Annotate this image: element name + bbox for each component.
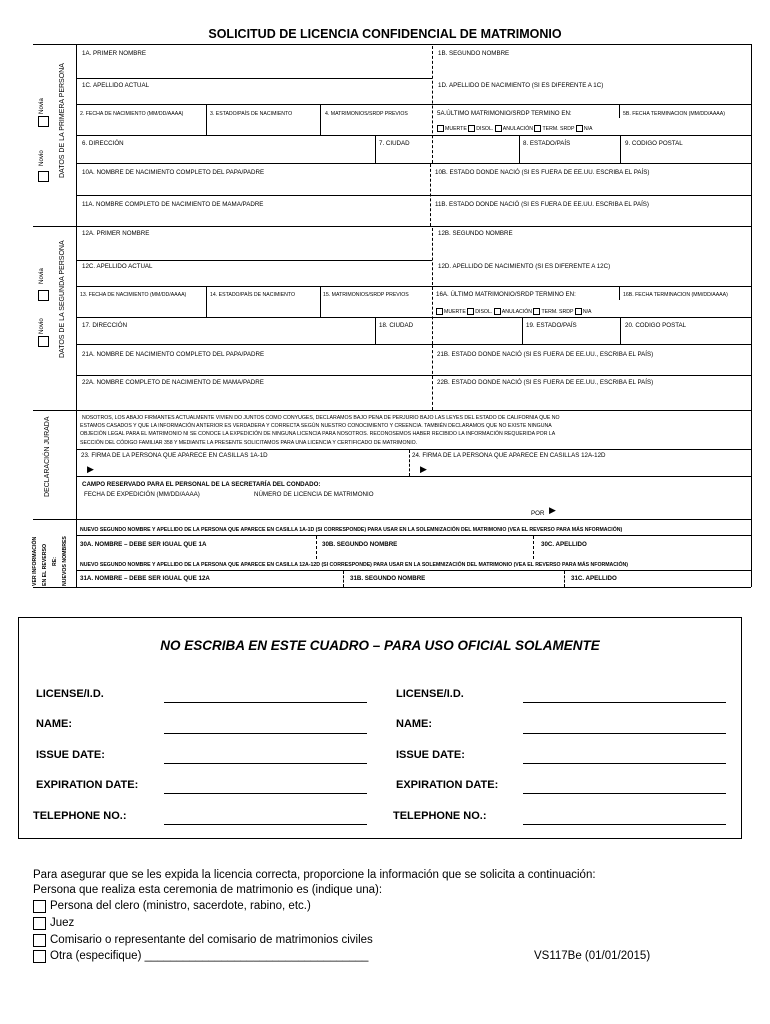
expiration-date-line[interactable] — [523, 793, 726, 794]
name-label: NAME: — [396, 718, 433, 730]
clergy-option: Persona del clero (ministro, sacerdote, rabino, etc.) — [50, 900, 311, 912]
field-11a[interactable]: 11A. NOMBRE COMPLETO DE NACIMIENTO DE MAMA/PADRE — [82, 201, 264, 208]
commissioner-option: Comisario o representante del comisario de matrimonios civiles — [50, 934, 373, 946]
reverse-side-label-1: VER INFORMACIÓN — [32, 536, 38, 586]
license-id-line[interactable] — [164, 702, 367, 703]
issue-date-label: ISSUE DATE: — [396, 749, 465, 761]
field-11b[interactable]: 11B. ESTADO DONDE NACIÓ (SI ES FUERA DE EE.UU. ESCRIBA EL PAÍS) — [435, 201, 649, 208]
name-label: NAME: — [36, 718, 73, 730]
party1-side-label: DATOS DE LA PRIMERA PERSONA — [59, 63, 66, 178]
field-16b[interactable]: 16B. FECHA TERMINACION (MM/DD/AAAA) — [623, 292, 728, 298]
declaration-side-label: DECLARACIÓN JURADA — [44, 416, 51, 497]
form-id: VS117Be (01/01/2015) — [534, 950, 651, 962]
field-14[interactable]: 14. ESTADO/PAÍS DE NACIMIENTO — [210, 292, 296, 298]
telephone-line[interactable] — [164, 824, 367, 825]
field-9[interactable]: 9. CODIGO POSTAL — [625, 140, 683, 147]
telephone-line[interactable] — [523, 824, 726, 825]
declaration-line-3: OBJECIÓN LEGAL PARA EL MATRIMONIO NI SE CONOCE LA EXPEDICIÓN DE NINGUNA LICENCIA PARA NOSOTROS. RECONOSEMOS HABER RECIBIDO LA INFORMACIÓN REQUERIDA POR LA — [80, 431, 556, 437]
field-16a-options[interactable]: MUERTE DISOL. ANULACIÓN TERM. SRDP N/A — [436, 308, 591, 315]
officiant-intro-2: Persona que realiza esta ceremonia de matrimonio es (indique una): — [33, 884, 383, 896]
field-22a[interactable]: 22A. NOMBRE COMPLETO DE NACIMIENTO DE MAMA/PADRE — [82, 379, 264, 386]
field-5b[interactable]: 5B. FECHA TERMINACION (MM/DD/AAAA) — [623, 111, 725, 117]
field-6[interactable]: 6. DIRECCIÓN — [82, 140, 124, 147]
field-31b[interactable]: 31B. SEGUNDO NOMBRE — [350, 575, 426, 582]
telephone-label: TELEPHONE NO.: — [393, 810, 487, 822]
judge-checkbox[interactable] — [33, 917, 46, 930]
reverse-side-label-2: EN EL REVERSO — [42, 544, 48, 586]
license-number-label: NÚMERO DE LICENCIA DE MATRIMONIO — [254, 491, 374, 498]
field-4[interactable]: 4. MATRIMONIOS/SRDP PREVIOS — [325, 111, 408, 117]
field-15[interactable]: 15. MATRIMONIOS/SRDP PREVIOS — [323, 292, 409, 298]
new-name-header-30: NUEVO SEGUNDO NOMBRE Y APELLIDO DE LA PERSONA QUE APARECE EN CASILLA 1A-1D (SI CORRESPONDE) PARA USAR EN LA SOLEMNIZACIÓN DEL MATRIMONIO (VEA EL REVERSO PARA MÁS NFORMACIÓN) — [80, 527, 623, 533]
party2-side-label: DATOS DE LA SEGUNDA PERSONA — [59, 240, 66, 358]
reverse-side-label-4: NUEVOS NOMBRES — [62, 536, 68, 586]
party2-novio-checkbox[interactable] — [38, 336, 49, 347]
field-13[interactable]: 13. FECHA DE NACIMIENTO (MM/DD/AAAA) — [80, 292, 187, 298]
field-30c[interactable]: 30C. APELLIDO — [541, 541, 587, 548]
field-5a-options[interactable]: MUERTE DISOL. ANULACIÓN TERM. SRDP N/A — [437, 125, 592, 132]
field-7[interactable]: 7. CIUDAD — [379, 140, 410, 147]
field-31a[interactable]: 31A. NOMBRE – DEBE SER IGUAL QUE 12A — [80, 575, 210, 582]
party1-novio-checkbox[interactable] — [38, 171, 49, 182]
clergy-checkbox[interactable] — [33, 900, 46, 913]
party1-novia-label: Novia — [38, 98, 45, 114]
party2-novia-checkbox[interactable] — [38, 290, 49, 301]
field-22b[interactable]: 22B. ESTADO DONDE NACIÓ (SI ES FUERA DE EE.UU., ESCRIBA EL PAÍS) — [437, 379, 654, 386]
field-12c[interactable]: 12C. APELLIDO ACTUAL — [82, 263, 153, 270]
field-5a[interactable]: 5A.ÚLTIMO MATRIMONIO/SRDP TERMINO EN: — [437, 110, 572, 117]
license-id-label: LICENSE/I.D. — [396, 688, 464, 700]
sign-arrow-icon: ▶ — [420, 464, 427, 474]
issue-date-line[interactable] — [164, 763, 367, 764]
party1-novia-checkbox[interactable] — [38, 116, 49, 127]
commissioner-checkbox[interactable] — [33, 934, 46, 947]
issue-date-label: ISSUE DATE: — [36, 749, 105, 761]
field-12d[interactable]: 12D. APELLIDO DE NACIMIENTO (SI ES DIFERENTE A 12C) — [438, 263, 611, 270]
officiant-intro-1: Para asegurar que se les expida la licencia correcta, proporcione la información que se solicita a continuación: — [33, 869, 596, 881]
judge-option: Juez — [50, 917, 75, 929]
declaration-line-2: ESTAMOS CASADOS Y QUE LA INFORMACIÓN ANTERIOR ES VERDADERA Y CORRECTA SEGÚN NUESTRO CONOCIMIENTO Y CREENCIA. TAMBIÉN DECLARAMOS QUE NO EXISTE NINGUNA — [80, 423, 552, 429]
sign-arrow-icon: ▶ — [87, 464, 94, 474]
field-1c[interactable]: 1C. APELLIDO ACTUAL — [82, 82, 150, 89]
field-16a[interactable]: 16A. ÚLTIMO MATRIMONIO/SRDP TERMINO EN: — [436, 291, 576, 298]
name-line[interactable] — [164, 733, 367, 734]
field-30b[interactable]: 30B. SEGUNDO NOMBRE — [322, 541, 398, 548]
field-2[interactable]: 2. FECHA DE NACIMIENTO (MM/DD/AAAA) — [80, 111, 184, 117]
field-10b[interactable]: 10B. ESTADO DONDE NACIÓ (SI ES FUERA DE EE.UU. ESCRIBA EL PAÍS) — [435, 169, 650, 176]
field-21a[interactable]: 21A. NOMBRE DE NACIMIENTO COMPLETO DEL PAPA/PADRE — [82, 351, 265, 358]
declaration-line-4: SECCIÓN DEL CÓDIGO FAMILIAR 358 Y MEDIANTE LA PRESENTE SOLICITAMOS PARA UNA LICENCIA Y CERTIFICADO DE MATRIMONIO. — [80, 440, 418, 446]
field-8[interactable]: 8. ESTADO/PAÍS — [523, 140, 571, 147]
field-3[interactable]: 3. ESTADO/PAÍS DE NACIMIENTO — [210, 111, 293, 117]
expiration-date-label: EXPIRATION DATE: — [396, 779, 499, 791]
field-12b[interactable]: 12B. SEGUNDO NOMBRE — [438, 230, 513, 237]
field-10a[interactable]: 10A. NOMBRE DE NACIMIENTO COMPLETO DEL PAPA/PADRE — [82, 169, 265, 176]
field-31c[interactable]: 31C. APELLIDO — [571, 575, 617, 582]
field-30a[interactable]: 30A. NOMBRE – DEBE SER IGUAL QUE 1A — [80, 541, 207, 548]
field-1b[interactable]: 1B. SEGUNDO NOMBRE — [438, 50, 510, 57]
declaration-line-1: NOSOTROS, LOS ABAJO FIRMANTES ACTUALMENTE VIVIEN DO JUNTOS COMO CONYUGES, DECLARAMOS BAJO PENA DE PERJURIO BAJO LAS LEYES DEL ESTADO DE CALIFORNIA QUE NO — [82, 415, 560, 421]
field-21b[interactable]: 21B. ESTADO DONDE NACIÓ (SI ES FUERA DE EE.UU., ESCRIBA EL PAÍS) — [437, 351, 654, 358]
party2-novio-label: Novio — [38, 318, 45, 334]
expiration-date-label: EXPIRATION DATE: — [36, 779, 139, 791]
other-option[interactable]: Otra (especifique) ___________________________________ — [50, 950, 369, 962]
por-arrow-icon: ▶ — [549, 505, 556, 515]
field-23[interactable]: 23. FIRMA DE LA PERSONA QUE APARECE EN CASILLAS 1A-1D — [81, 452, 268, 459]
official-use-title: NO ESCRIBA EN ESTE CUADRO – PARA USO OFICIAL SOLAMENTE — [160, 638, 600, 653]
name-line[interactable] — [523, 733, 726, 734]
issue-date-line[interactable] — [523, 763, 726, 764]
form-title: SOLICITUD DE LICENCIA CONFIDENCIAL DE MATRIMONIO — [208, 27, 562, 41]
reverse-side-label-3: RE: — [52, 557, 58, 566]
telephone-label: TELEPHONE NO.: — [33, 810, 127, 822]
por-label: POR — [531, 510, 545, 517]
party2-novia-label: Novia — [38, 268, 45, 284]
county-reserved-label: CAMPO RESERVADO PARA EL PERSONAL DE LA SECRETARÍA DEL CONDADO: — [82, 481, 321, 488]
field-19[interactable]: 19. ESTADO/PAÍS — [526, 322, 577, 329]
party1-novio-label: Novio — [38, 150, 45, 166]
other-checkbox[interactable] — [33, 950, 46, 963]
field-24[interactable]: 24. FIRMA DE LA PERSONA QUE APARECE EN CASILLAS 12A-12D — [412, 452, 606, 459]
field-12a[interactable]: 12A. PRIMER NOMBRE — [82, 230, 150, 237]
expiration-date-line[interactable] — [164, 793, 367, 794]
field-1a[interactable]: 1A. PRIMER NOMBRE — [82, 50, 146, 57]
field-20[interactable]: 20. CODIGO POSTAL — [625, 322, 687, 329]
new-name-header-31: NUEVO SEGUNDO NOMBRE Y APELLIDO DE LA PERSONA QUE APARECE EN CASILLA 12A-12D (SI CORRESPONDE) PARA USAR EN LA SOLEMNIZACIÓN DEL MATRIMONIO (VEA EL REVERSO PARA MÁS NFORMACIÓN) — [80, 562, 628, 568]
field-18[interactable]: 18. CIUDAD — [379, 322, 414, 329]
license-id-line[interactable] — [523, 702, 726, 703]
issue-date-label: FECHA DE EXPEDICIÓN (MM/DD/AAAA) — [84, 491, 200, 498]
license-id-label: LICENSE/I.D. — [36, 688, 104, 700]
field-17[interactable]: 17. DIRECCIÓN — [82, 322, 128, 329]
field-1d[interactable]: 1D. APELLIDO DE NACIMIENTO (SI ES DIFERENTE A 1C) — [438, 82, 604, 89]
